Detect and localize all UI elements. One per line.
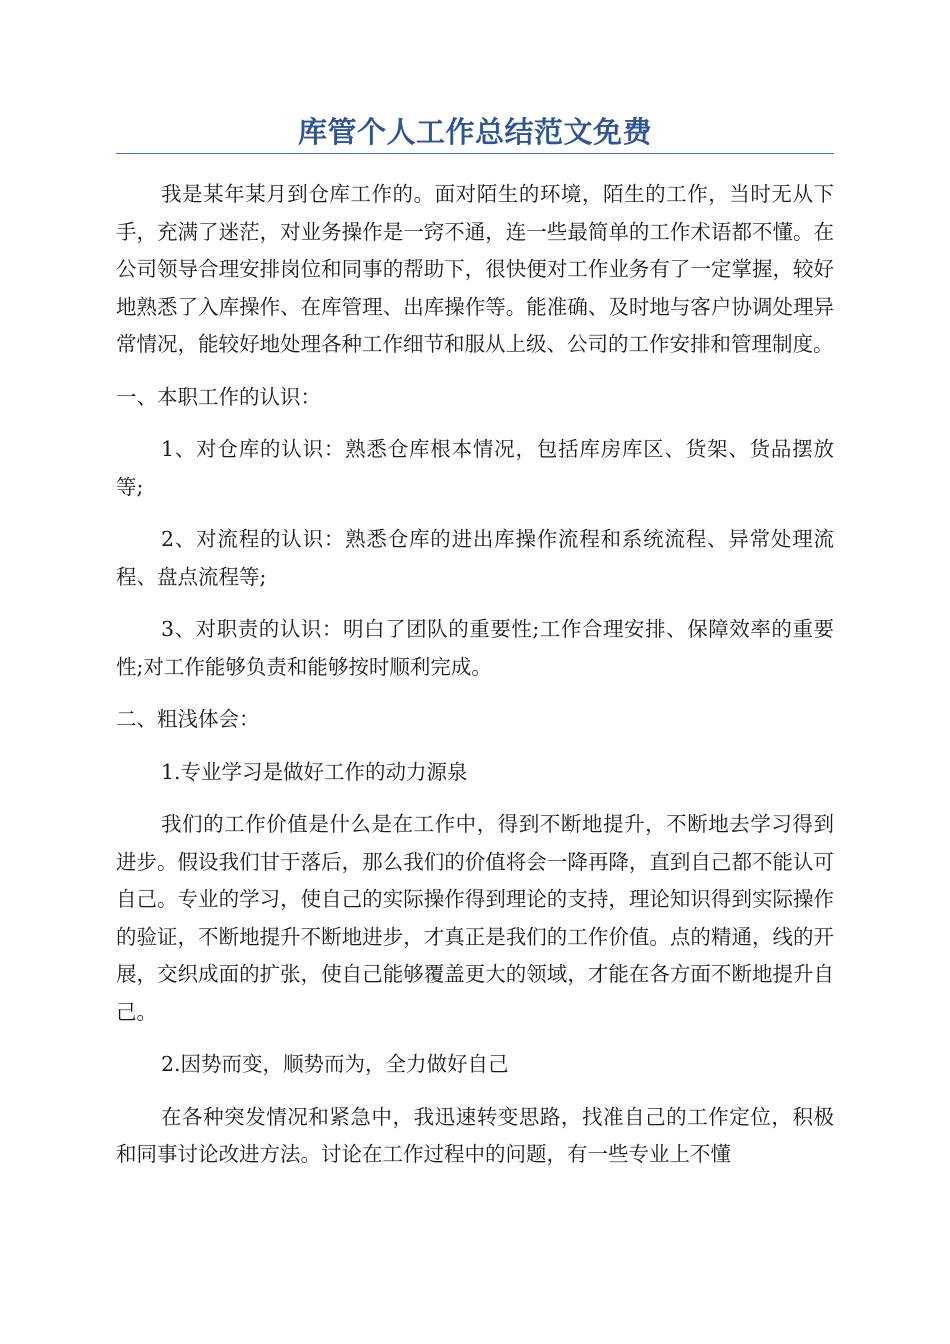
section-heading-1: 一、本职工作的认识： <box>116 384 321 409</box>
document-page <box>116 112 834 1174</box>
title-underline <box>116 153 834 154</box>
subheading-1: 1.专业学习是做好工作的动力源泉 <box>161 759 468 784</box>
intro-paragraph: 我是某年某月到仓库工作的。面对陌生的环境，陌生的工作，当时无从下手，充满了迷茫，对业务操作是一窍不通，连一些最简单的工作术语都不懂。在公司领导合理安排岗位和同事的帮助下，很快便对工作业务有了一定掌握，较好地熟悉了入库操作、在库管理、出库操作等。能准确、及时地与客户协调处理异常情况，能较好地处理各种工作细节和服从上级、公司的工作安排和管理制度。 <box>116 182 834 356</box>
list-item-process: 2、对流程的认识：熟悉仓库的进出库操作流程和系统流程、异常处理流程、盘点流程等; <box>116 527 834 589</box>
list-item-warehouse: 1、对仓库的认识：熟悉仓库根本情况，包括库房库区、货架、货品摆放等; <box>116 437 834 499</box>
list-item-duty: 3、对职责的认识：明白了团队的重要性;工作合理安排、保障效率的重要性;对工作能够负责和能够按时顺利完成。 <box>116 617 834 679</box>
subheading-2: 2.因势而变，顺势而为，全力做好自己 <box>161 1052 509 1076</box>
document-title: 库管个人工作总结范文免费 <box>297 115 652 149</box>
section-heading-2: 二、粗浅体会： <box>116 707 260 731</box>
body-paragraph-1: 我们的工作价值是什么是在工作中，得到不断地提升，不断地去学习得到进步。假设我们甘于落后，那么我们的价值将会一降再降，直到自己都不能认可自己。专业的学习，使自己的实际操作得到理论的支持，理论知识得到实际操作的验证，不断地提升不断地进步，才真正是我们的工作价值。点的精通，线的开展，交织成面的扩张，使自己能够覆盖更大的领域，才能在各方面不断地提升自己。 <box>116 812 834 1024</box>
body-paragraph-2: 在各种突发情况和紧急中，我迅速转变思路，找准自己的工作定位，积极和同事讨论改进方法。讨论在工作过程中的问题，有一些专业上不懂 <box>116 1104 834 1166</box>
